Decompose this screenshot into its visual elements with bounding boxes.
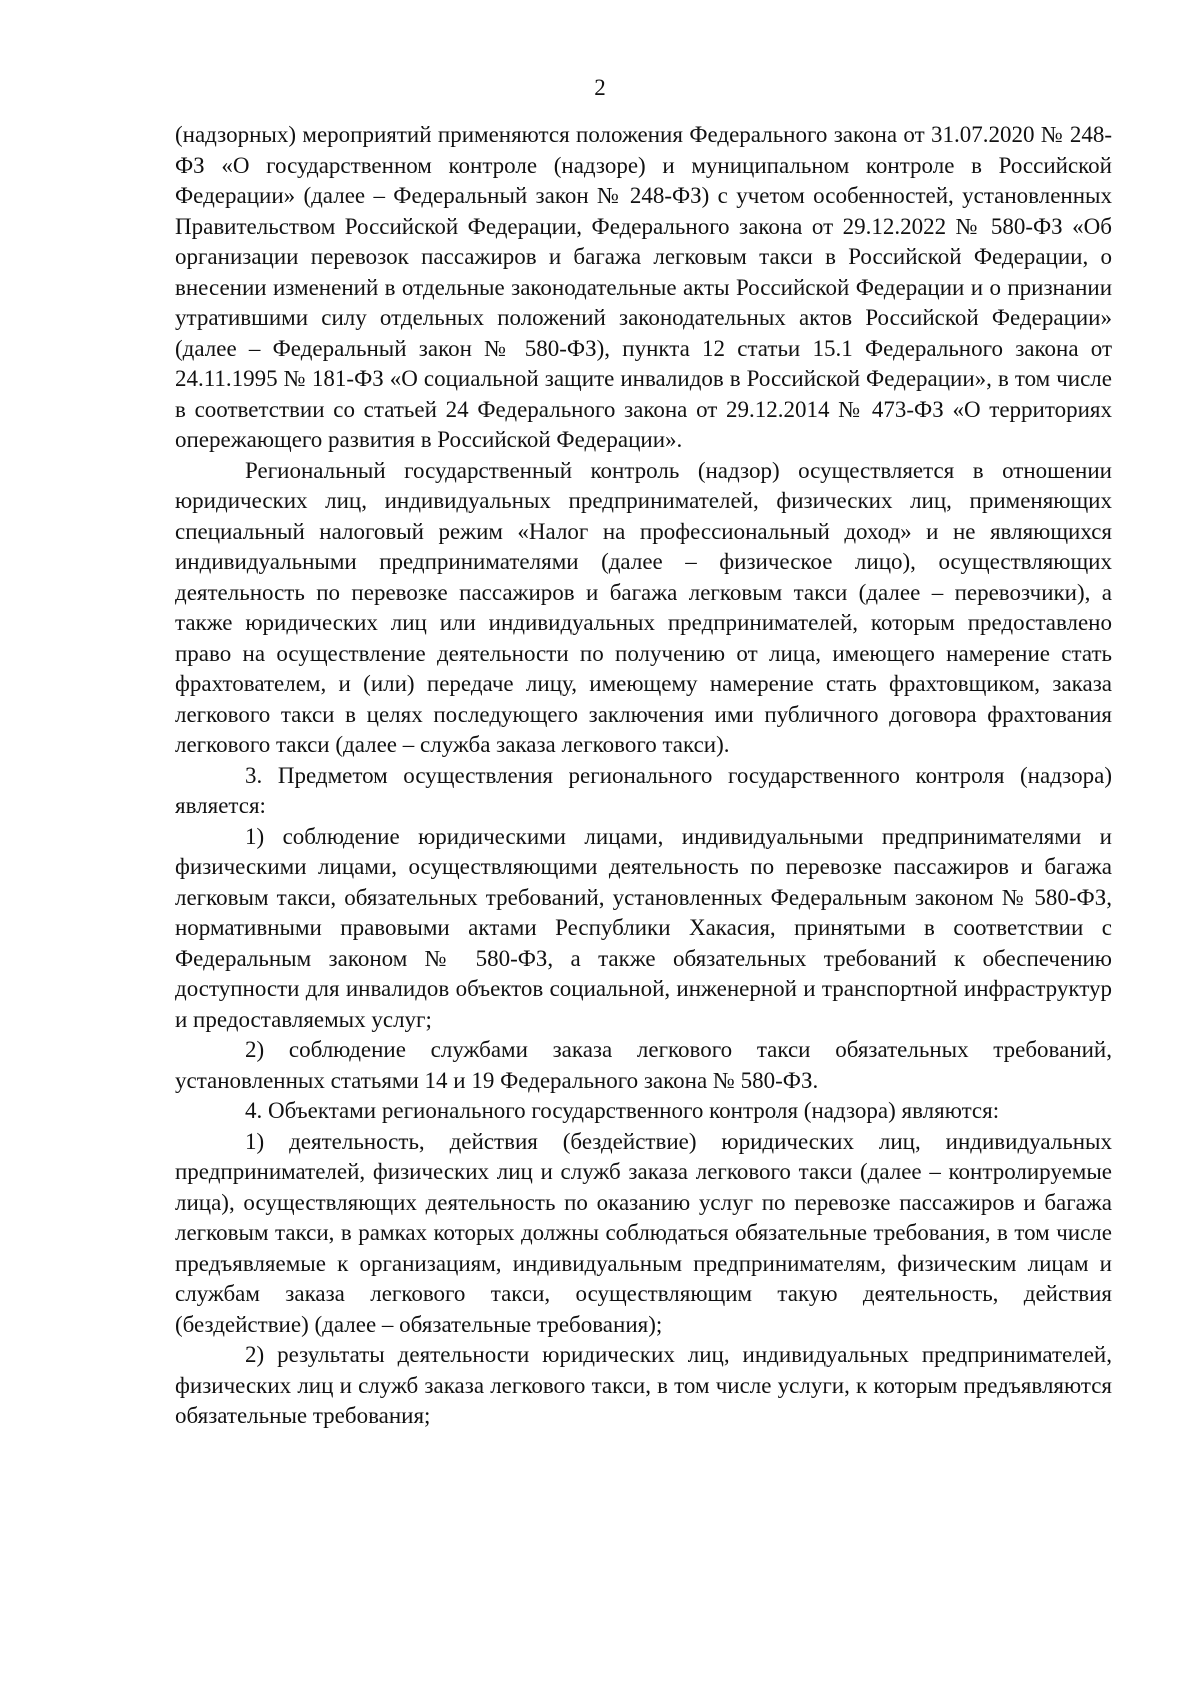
paragraph-item-3: 3. Предметом осуществления регионального государственного контроля (надзора) является: (175, 762, 1112, 818)
paragraph-continuation: (надзорных) мероприятий применяются положения Федерального закона от 31.07.2020 № 248-ФЗ «О государственном контроле (надзоре) и муниципальном контроле в Российской Федерации» (далее – Федеральный закон № 248-ФЗ) с учетом особенностей, установленных Правительством Российской Федерации, Федерального закона от 29.12.2022 № 580-ФЗ «Об организации перевозок пассажиров и багажа легковым такси в Российской Федерации, о внесении изменений в отдельные законодательные акты Российской Федерации и о признании утратившими силу отдельных положений законодательных актов Российской Федерации» (далее – Федеральный закон № 580-ФЗ), пункта 12 статьи 15.1 Федерального закона от 24.11.1995 № 181-ФЗ «О социальной защите инвалидов в Российской Федерации», в том числе в соответствии со статьей 24 Федерального закона от 29.12.2014 № 473-ФЗ «О территориях опережающего развития в Российской Федерации». (175, 122, 1112, 452)
paragraph-item-4-2: 2) результаты деятельности юридических лиц, индивидуальных предпринимателей, физических лиц и служб заказа легкового такси, в том числе услуги, к которым предъявляются обязательные требования; (175, 1342, 1112, 1428)
paragraph-item-4-1: 1) деятельность, действия (бездействие) юридических лиц, индивидуальных предпринимателей, физических лиц и служб заказа легкового такси (далее – контролируемые лица), осуществляющих деятельность по оказанию услуг по перевозке пассажиров и багажа легковым такси, в рамках которых должны соблюдаться обязательные требования, в том числе предъявляемые к организациям, индивидуальным предпринимателям, физическим лицам и службам заказа легкового такси, осуществляющим такую деятельность, действия (бездействие) (далее – обязательные требования); (175, 1128, 1112, 1337)
paragraph-item-4: 4. Объектами регионального государственного контроля (надзора) являются: (245, 1098, 1000, 1123)
paragraph-item-3-2: 2) соблюдение службами заказа легкового такси обязательных требований, установленных статьями 14 и 19 Федерального закона № 580-ФЗ. (175, 1037, 1112, 1093)
paragraph-item-3-1: 1) соблюдение юридическими лицами, индивидуальными предпринимателями и физическими лицами, осуществляющими деятельность по перевозке пассажиров и багажа легковым такси, обязательных требований, установленных Федеральным законом № 580-ФЗ, нормативными правовыми актами Республики Хакасия, принятыми в соответствии с Федеральным законом № 580-ФЗ, а также обязательных требований к обеспечению доступности для инвалидов объектов социальной, инженерной и транспортной инфраструктур и предоставляемых услуг; (175, 823, 1112, 1032)
paragraph-regional-control: Региональный государственный контроль (надзор) осуществляется в отношении юридических лиц, индивидуальных предпринимателей, физических лиц, применяющих специальный налоговый режим «Налог на профессиональный доход» и не являющихся индивидуальными предпринимателями (далее – физическое лицо), осуществляющих деятельность по перевозке пассажиров и багажа легковым такси (далее – перевозчики), а также юридических лиц или индивидуальных предпринимателей, которым предоставлено право на осуществление деятельности по получению от лица, имеющего намерение стать фрахтователем, и (или) передаче лицу, имеющему намерение стать фрахтовщиком, заказа легкового такси в целях последующего заключения ими публичного договора фрахтования легкового такси (далее – служба заказа легкового такси). (175, 457, 1112, 757)
document-body (175, 120, 1112, 1432)
page-number: 2 (594, 75, 606, 100)
